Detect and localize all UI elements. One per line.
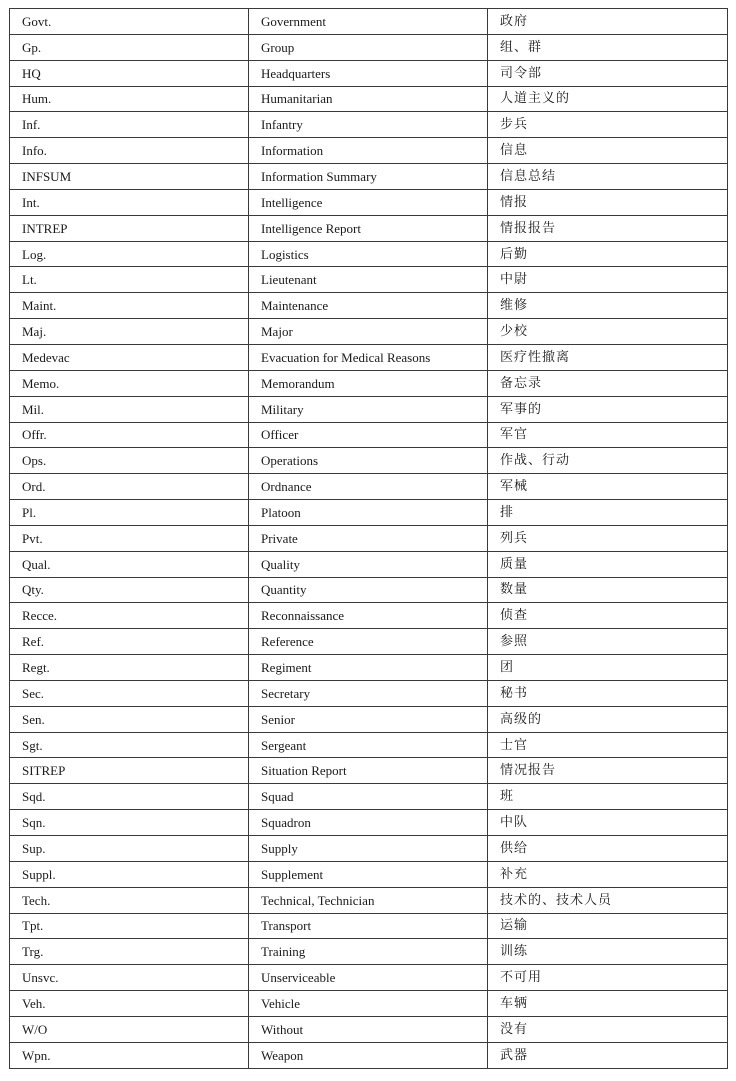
abbreviation-cell: Pl. xyxy=(10,500,249,526)
abbreviation-cell: Pvt. xyxy=(10,525,249,551)
english-term-cell: Supplement xyxy=(249,861,488,887)
chinese-term-cell: 军械 xyxy=(488,474,728,500)
english-term-cell: Government xyxy=(249,9,488,35)
english-term-cell: Transport xyxy=(249,913,488,939)
english-term-cell: Situation Report xyxy=(249,758,488,784)
table-row xyxy=(10,577,728,603)
table-row xyxy=(10,965,728,991)
english-term-cell: Without xyxy=(249,1016,488,1042)
table-row xyxy=(10,1042,728,1068)
table-row xyxy=(10,293,728,319)
table-row xyxy=(10,34,728,60)
abbreviation-cell: Qty. xyxy=(10,577,249,603)
table-row xyxy=(10,396,728,422)
abbreviation-cell: Ord. xyxy=(10,474,249,500)
table-row xyxy=(10,189,728,215)
table-row xyxy=(10,525,728,551)
chinese-term-cell: 供给 xyxy=(488,836,728,862)
abbreviation-cell: INFSUM xyxy=(10,164,249,190)
chinese-term-cell: 司令部 xyxy=(488,60,728,86)
table-row xyxy=(10,9,728,35)
abbreviation-cell: Offr. xyxy=(10,422,249,448)
table-row xyxy=(10,344,728,370)
english-term-cell: Evacuation for Medical Reasons xyxy=(249,344,488,370)
chinese-term-cell: 武器 xyxy=(488,1042,728,1068)
chinese-term-cell: 高级的 xyxy=(488,706,728,732)
chinese-term-cell: 质量 xyxy=(488,551,728,577)
chinese-term-cell: 侦查 xyxy=(488,603,728,629)
table-row xyxy=(10,267,728,293)
english-term-cell: Headquarters xyxy=(249,60,488,86)
chinese-term-cell: 列兵 xyxy=(488,525,728,551)
chinese-term-cell: 数量 xyxy=(488,577,728,603)
english-term-cell: Private xyxy=(249,525,488,551)
abbreviation-cell: Tech. xyxy=(10,887,249,913)
table-row xyxy=(10,241,728,267)
chinese-term-cell: 不可用 xyxy=(488,965,728,991)
abbreviation-table xyxy=(9,8,728,1069)
english-term-cell: Major xyxy=(249,319,488,345)
table-row xyxy=(10,887,728,913)
english-term-cell: Technical, Technician xyxy=(249,887,488,913)
chinese-term-cell: 步兵 xyxy=(488,112,728,138)
abbreviation-cell: Regt. xyxy=(10,655,249,681)
abbreviation-cell: Int. xyxy=(10,189,249,215)
chinese-term-cell: 信息总结 xyxy=(488,164,728,190)
abbreviation-cell: Hum. xyxy=(10,86,249,112)
chinese-term-cell: 补充 xyxy=(488,861,728,887)
english-term-cell: Unserviceable xyxy=(249,965,488,991)
english-term-cell: Officer xyxy=(249,422,488,448)
chinese-term-cell: 运输 xyxy=(488,913,728,939)
chinese-term-cell: 参照 xyxy=(488,629,728,655)
abbreviation-cell: Inf. xyxy=(10,112,249,138)
abbreviation-cell: Suppl. xyxy=(10,861,249,887)
abbreviation-cell: Sec. xyxy=(10,680,249,706)
english-term-cell: Operations xyxy=(249,448,488,474)
chinese-term-cell: 军官 xyxy=(488,422,728,448)
table-row xyxy=(10,939,728,965)
abbreviation-cell: Govt. xyxy=(10,9,249,35)
chinese-term-cell: 中尉 xyxy=(488,267,728,293)
table-row xyxy=(10,913,728,939)
english-term-cell: Quantity xyxy=(249,577,488,603)
abbreviation-cell: W/O xyxy=(10,1016,249,1042)
english-term-cell: Lieutenant xyxy=(249,267,488,293)
table-row xyxy=(10,991,728,1017)
abbreviation-cell: Memo. xyxy=(10,370,249,396)
english-term-cell: Information Summary xyxy=(249,164,488,190)
document-page xyxy=(9,8,727,1069)
chinese-term-cell: 医疗性撤离 xyxy=(488,344,728,370)
chinese-term-cell: 训练 xyxy=(488,939,728,965)
abbreviation-cell: Sup. xyxy=(10,836,249,862)
english-term-cell: Logistics xyxy=(249,241,488,267)
table-row xyxy=(10,112,728,138)
abbreviation-cell: INTREP xyxy=(10,215,249,241)
english-term-cell: Training xyxy=(249,939,488,965)
english-term-cell: Secretary xyxy=(249,680,488,706)
english-term-cell: Regiment xyxy=(249,655,488,681)
chinese-term-cell: 后勤 xyxy=(488,241,728,267)
english-term-cell: Platoon xyxy=(249,500,488,526)
abbreviation-cell: Gp. xyxy=(10,34,249,60)
table-row xyxy=(10,500,728,526)
english-term-cell: Group xyxy=(249,34,488,60)
chinese-term-cell: 团 xyxy=(488,655,728,681)
table-row xyxy=(10,319,728,345)
abbreviation-cell: Veh. xyxy=(10,991,249,1017)
chinese-term-cell: 班 xyxy=(488,784,728,810)
english-term-cell: Squadron xyxy=(249,810,488,836)
abbreviation-cell: Unsvc. xyxy=(10,965,249,991)
chinese-term-cell: 组、群 xyxy=(488,34,728,60)
abbreviation-cell: Wpn. xyxy=(10,1042,249,1068)
abbreviation-cell: Mil. xyxy=(10,396,249,422)
abbreviation-cell: Sgt. xyxy=(10,732,249,758)
abbreviation-cell: Medevac xyxy=(10,344,249,370)
abbreviation-cell: Tpt. xyxy=(10,913,249,939)
table-row xyxy=(10,86,728,112)
chinese-term-cell: 车辆 xyxy=(488,991,728,1017)
english-term-cell: Military xyxy=(249,396,488,422)
chinese-term-cell: 军事的 xyxy=(488,396,728,422)
chinese-term-cell: 维修 xyxy=(488,293,728,319)
table-row xyxy=(10,629,728,655)
table-row xyxy=(10,448,728,474)
abbreviation-cell: Qual. xyxy=(10,551,249,577)
english-term-cell: Reconnaissance xyxy=(249,603,488,629)
chinese-term-cell: 技术的、技术人员 xyxy=(488,887,728,913)
english-term-cell: Humanitarian xyxy=(249,86,488,112)
table-row xyxy=(10,784,728,810)
english-term-cell: Intelligence xyxy=(249,189,488,215)
table-row xyxy=(10,706,728,732)
english-term-cell: Quality xyxy=(249,551,488,577)
english-term-cell: Ordnance xyxy=(249,474,488,500)
chinese-term-cell: 没有 xyxy=(488,1016,728,1042)
chinese-term-cell: 情报报告 xyxy=(488,215,728,241)
english-term-cell: Vehicle xyxy=(249,991,488,1017)
abbreviation-cell: Maj. xyxy=(10,319,249,345)
table-row xyxy=(10,138,728,164)
abbreviation-cell: SITREP xyxy=(10,758,249,784)
chinese-term-cell: 作战、行动 xyxy=(488,448,728,474)
chinese-term-cell: 秘书 xyxy=(488,680,728,706)
table-row xyxy=(10,603,728,629)
english-term-cell: Maintenance xyxy=(249,293,488,319)
table-row xyxy=(10,551,728,577)
abbreviation-cell: Info. xyxy=(10,138,249,164)
english-term-cell: Sergeant xyxy=(249,732,488,758)
chinese-term-cell: 排 xyxy=(488,500,728,526)
table-row xyxy=(10,60,728,86)
abbreviation-cell: Ref. xyxy=(10,629,249,655)
abbreviation-cell: Sen. xyxy=(10,706,249,732)
abbreviation-cell: Log. xyxy=(10,241,249,267)
english-term-cell: Squad xyxy=(249,784,488,810)
english-term-cell: Memorandum xyxy=(249,370,488,396)
abbreviation-cell: HQ xyxy=(10,60,249,86)
table-row xyxy=(10,215,728,241)
english-term-cell: Information xyxy=(249,138,488,164)
abbreviation-cell: Recce. xyxy=(10,603,249,629)
chinese-term-cell: 人道主义的 xyxy=(488,86,728,112)
table-row xyxy=(10,1016,728,1042)
english-term-cell: Supply xyxy=(249,836,488,862)
table-row xyxy=(10,861,728,887)
chinese-term-cell: 情报 xyxy=(488,189,728,215)
chinese-term-cell: 信息 xyxy=(488,138,728,164)
table-row xyxy=(10,164,728,190)
abbreviation-table-body xyxy=(10,9,728,1069)
chinese-term-cell: 少校 xyxy=(488,319,728,345)
table-row xyxy=(10,732,728,758)
english-term-cell: Intelligence Report xyxy=(249,215,488,241)
abbreviation-cell: Maint. xyxy=(10,293,249,319)
table-row xyxy=(10,680,728,706)
table-row xyxy=(10,370,728,396)
chinese-term-cell: 政府 xyxy=(488,9,728,35)
abbreviation-cell: Lt. xyxy=(10,267,249,293)
abbreviation-cell: Sqn. xyxy=(10,810,249,836)
abbreviation-cell: Trg. xyxy=(10,939,249,965)
chinese-term-cell: 中队 xyxy=(488,810,728,836)
english-term-cell: Senior xyxy=(249,706,488,732)
table-row xyxy=(10,655,728,681)
chinese-term-cell: 情况报告 xyxy=(488,758,728,784)
table-row xyxy=(10,836,728,862)
table-row xyxy=(10,422,728,448)
english-term-cell: Weapon xyxy=(249,1042,488,1068)
english-term-cell: Reference xyxy=(249,629,488,655)
abbreviation-cell: Sqd. xyxy=(10,784,249,810)
table-row xyxy=(10,810,728,836)
table-row xyxy=(10,758,728,784)
chinese-term-cell: 士官 xyxy=(488,732,728,758)
table-row xyxy=(10,474,728,500)
chinese-term-cell: 备忘录 xyxy=(488,370,728,396)
abbreviation-cell: Ops. xyxy=(10,448,249,474)
english-term-cell: Infantry xyxy=(249,112,488,138)
